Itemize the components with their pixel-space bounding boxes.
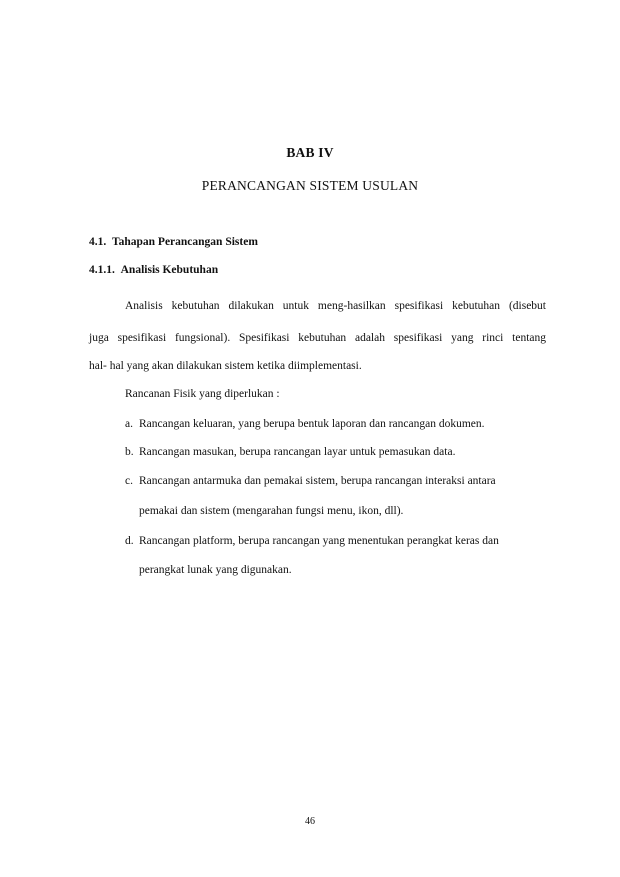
list-item-text: pemakai dan sistem (mengarahan fungsi menu, ikon, dll). xyxy=(139,505,404,517)
list-marker: a. xyxy=(125,418,133,430)
list-intro: Rancanan Fisik yang diperlukan : xyxy=(125,388,280,400)
list-item-text: Rancangan platform, berupa rancangan yang menentukan perangkat keras dan xyxy=(139,535,499,547)
paragraph-line: juga spesifikasi fungsional). Spesifikasi kebutuhan adalah spesifikasi yang rinci tentang xyxy=(89,332,546,344)
list-marker: d. xyxy=(125,535,134,547)
section-heading-4-1 xyxy=(89,236,258,248)
chapter-title: PERANCANGAN SISTEM USULAN xyxy=(201,178,419,193)
list-item-text: perangkat lunak yang digunakan. xyxy=(139,564,292,576)
section-title: Analisis Kebutuhan xyxy=(120,264,219,276)
section-title: Tahapan Perancangan Sistem xyxy=(112,236,258,248)
list-marker: b. xyxy=(125,446,134,458)
paragraph-line: Analisis kebutuhan dilakukan untuk meng-hasilkan spesifikasi kebutuhan (disebut xyxy=(125,300,546,312)
list-item-text: Rancangan masukan, berupa rancangan layar untuk pemasukan data. xyxy=(139,446,456,458)
section-number: 4.1.1. xyxy=(89,264,115,276)
list-item-text: Rancangan antarmuka dan pemakai sistem, berupa rancangan interaksi antara xyxy=(139,475,496,487)
section-heading-4-1-1 xyxy=(89,264,218,276)
list-item-text: Rancangan keluaran, yang berupa bentuk laporan dan rancangan dokumen. xyxy=(139,418,485,430)
chapter-label: BAB IV xyxy=(286,145,334,160)
list-marker: c. xyxy=(125,475,133,487)
paragraph-line: hal- hal yang akan dilakukan sistem ketika diimplementasi. xyxy=(89,360,362,372)
section-number: 4.1. xyxy=(89,236,107,248)
page-number: 46 xyxy=(305,816,315,827)
